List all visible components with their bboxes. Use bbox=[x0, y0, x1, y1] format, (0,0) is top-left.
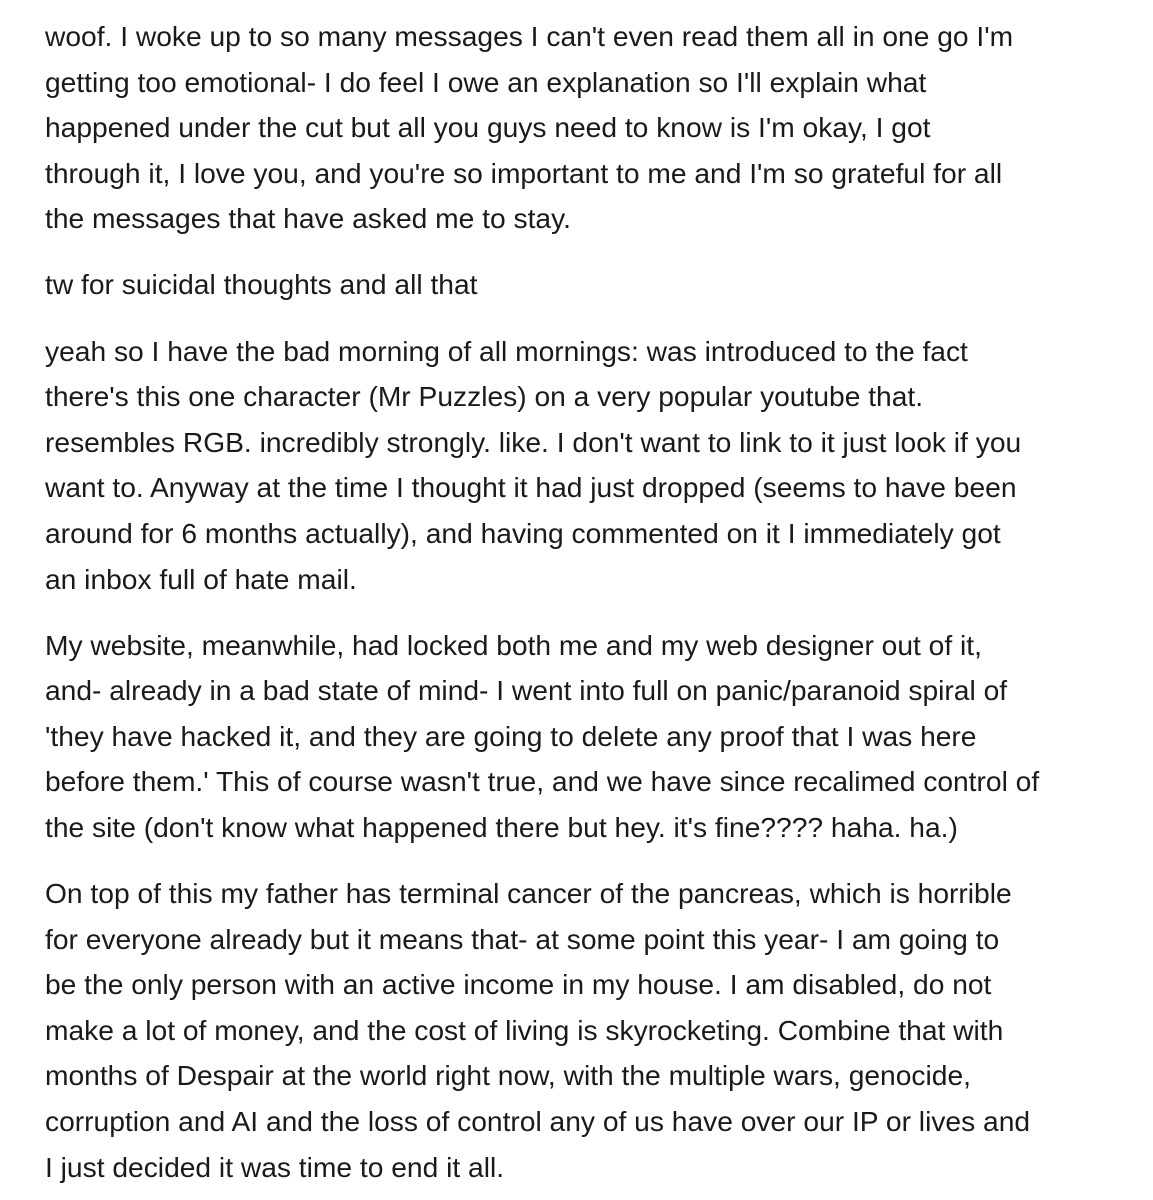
paragraph-intro: woof. I woke up to so many messages I can't even read them all in one go I'm getting too emotional- I do feel I owe an explanation so I'll explain what happened under the cut but all you guys need to know is I'm okay, I got through it, I love you, and you're so important to me and I'm so grateful for all the messages that have asked me to stay. bbox=[45, 20, 1014, 235]
paragraph-trigger-warning: tw for suicidal thoughts and all that bbox=[45, 268, 478, 301]
paragraph-bad-morning: yeah so I have the bad morning of all mornings: was introduced to the fact there's this one character (Mr Puzzles) on a very popular youtube that. resembles RGB. incredibly strongly. like. I don't want to link to it just look if you want to. Anyway at the time I thought it had just dropped (seems to have been around for 6 months actually), and having commented on it I immediately got an inbox full of hate mail. bbox=[45, 334, 1022, 595]
paragraph-father: On top of this my father has terminal cancer of the pancreas, which is horrible for everyone already but it means that- at some point this year- I am going to be the only person with an active income in my house. I am disabled, do not make a lot of money, and the cost of living is skyrocketing. Combine that with months of Despair at the world right now, with the multiple wars, genocide, corruption and AI and the loss of control any of us have over our IP or lives and I just decided it was time to end it all. bbox=[45, 877, 1031, 1183]
paragraph-website: My website, meanwhile, had locked both me and my web designer out of it, and- already in a bad state of mind- I went into full on panic/paranoid spiral of 'they have hacked it, and they are going to delete any proof that I was here before them.' This of course wasn't true, and we have since recalimed control of the site (don't know what happened there but hey. it's fine???? haha. ha.) bbox=[45, 628, 1040, 843]
